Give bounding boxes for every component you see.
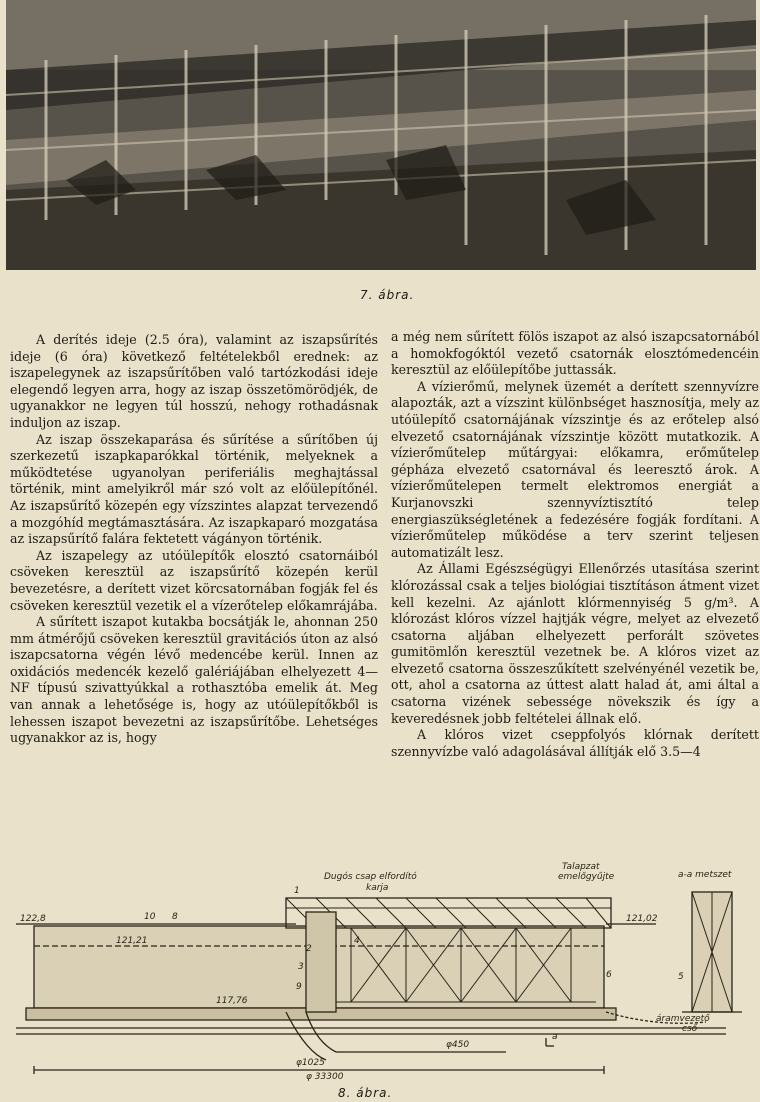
label-lift: Talapzat — [562, 862, 600, 872]
thickener-section-diagram — [6, 862, 758, 1084]
label-pipe-2: φ450 — [446, 1040, 470, 1050]
figure-7-photo — [6, 0, 756, 270]
paragraph: A klóros vizet cseppfolyós klórnak derített szennyvízbe való adagolásával állítják elő 3.5—4 — [391, 727, 759, 759]
label-section: a-a metszet — [678, 870, 732, 880]
figure-8-caption: 8. ábra. — [338, 1086, 393, 1100]
label-number: 1 — [294, 886, 300, 896]
label-pipe-1: φ1025 — [296, 1058, 325, 1068]
label-section-marker: a — [552, 1032, 558, 1042]
label-inflow-2: cső — [682, 1024, 698, 1034]
label-inflow: áramvezető — [656, 1014, 710, 1024]
paragraph: A sűrített iszapot kutakba bocsátják le, ahonnan 250 mm átmérőjű csöveken keresztül gravitációs úton az alsó iszapcsatorna végén lévő medencébe kerül. Innen az oxidációs medencék kezelő galériájában elhelyezett 4—NF típusú szivattyúkkal a rothasztóba emelik át. Meg van annak a lehetősége is, hogy az utóülepítőkből is lehessen iszapot bevezetni az iszapsűrítőbe. Lehetséges ugyanakkor az is, hogy — [10, 614, 378, 746]
label-level-4: 121,02 — [626, 914, 658, 924]
label-number: 3 — [298, 962, 304, 972]
label-level-2: 121,21 — [116, 936, 148, 946]
label-dim-total: φ 33300 — [306, 1072, 344, 1082]
text-column-right — [391, 329, 759, 760]
paragraph: A vízierőmű, melynek üzemét a derített szennyvízre alapozták, azt a vízszint különbséget hasznosítja, mely az utóülepítő csatornájának vízszintje és az erőtelep alsó elvezető csatornájának vízszintje között mutatkozik. A vízierőműtelep műtárgyai: előkamra, erőműtelep gépháza elvezető csatornával és leeresztő árok. A vízierőműtelepen termelt elektromos energiát a Kurjanovszki szennyvíztisztító telep energiaszükségletének a fedezésére fogják fordítani. A vízierőműtelep működése a terv szerint teljesen automatizált lesz. — [391, 378, 759, 560]
paragraph: Az iszapelegy az utóülepítők elosztó csatornáiból csöveken keresztül az iszapsűrítő közepén kerül bevezetésre, a derített vizet körcsatornában fogják fel és csöveken keresztül vezetik el a vízerőtelep előkamrájába. — [10, 547, 378, 613]
label-level-3: 117,76 — [216, 996, 248, 1006]
label-number: 4 — [354, 936, 360, 946]
label-number: 8 — [172, 912, 178, 922]
label-lift-2: emelőgyűjte — [558, 872, 615, 882]
label-number: 5 — [678, 972, 684, 982]
paragraph: Az iszap összekaparása és sűrítése a sűrítőben új szerkezetű iszapkaparókkal történik, melyeknek a működtetése ugyanolyan periferiális meghajtással történik, mint amelyikről már szó volt az előülepítőnél. Az iszapsűrítő közepén egy vízszintes alapzat tervezendő a mozgóhíd megtámasztására. Az iszapkaparó mozgatása az iszapsűrítő falára fektetett vágányon történik. — [10, 431, 378, 547]
label-crank-2: karja — [366, 883, 389, 893]
label-level-1: 122,8 — [20, 914, 46, 924]
text-column-left — [10, 332, 378, 747]
label-number: 10 — [144, 912, 156, 922]
sludge-thickener-photo — [6, 0, 756, 270]
figure-8-drawing — [6, 862, 758, 1084]
paragraph: a még nem sűrített fölös iszapot az alsó iszapcsatornából a homokfogóktól vezető csatornák elosztómedencéin keresztül az előülepítőbe juttassák. — [391, 329, 759, 378]
paragraph: Az Állami Egészségügyi Ellenőrzés utasítása szerint klórozással csak a teljes biológiai tisztításon átment vizet kell kezelni. Az ajánlott klórmennyiség 5 g/m³. A klórozást klóros vízzel hajtják végre, melyet az elvezető csatorna aljában elhelyezett perforált szövetes gumitömlőn keresztül vezetnek be. A klóros vizet az elvezető csatorna összeszűkített szelvényénél vezetik be, ott, ahol a csatorna az úttest alatt halad át, ami által a csatorna vizének sebessége növekszik és így a keveredésnek jobb feltételei állnak elő. — [391, 561, 759, 726]
paragraph: A derítés ideje (2.5 óra), valamint az iszapsűrítés ideje (6 óra) következő feltételekből erednek: az iszapelegynek az iszapsűrítőben való tartózkodási ideje elegendő legyen arra, hogy az iszap összetömörödjék, de ugyanakkor ne legyen túl hosszú, nehogy rothadásnak induljon az iszap. — [10, 332, 378, 430]
figure-7-caption: 7. ábra. — [360, 288, 415, 302]
label-number: 9 — [296, 982, 302, 992]
label-number: 6 — [606, 970, 612, 980]
label-number: 2 — [306, 944, 312, 954]
label-crank: Dugós csap elfordító — [324, 872, 417, 882]
